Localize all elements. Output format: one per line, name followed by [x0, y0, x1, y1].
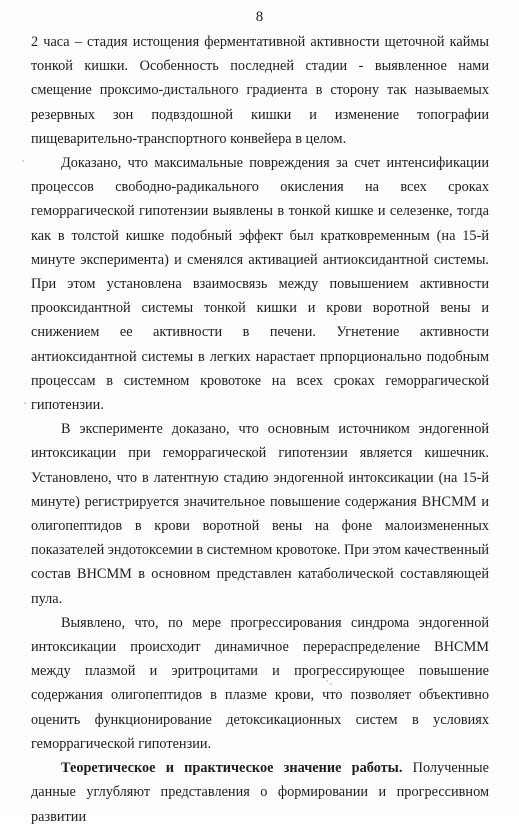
scan-speck	[22, 160, 24, 162]
scan-speck	[326, 680, 328, 682]
paragraph-2: Доказано, что максимальные повреждения за счет интенсификации процессов свободно-радикального окисления на всех сроках геморрагической гипотензии выявлены в тонкой кишке и селезенке, тогда как в толстой кишке подобный эффект был кратковременным (на 15-й минуте эксперимента) и сменялся активацией антиоксидантной системы. При этом установлена взаимосвязь между повышением активности прооксидантной системы тонкой кишки и крови воротной вены и снижением ее активности в печени. Угнетение активности антиоксидантной системы в легких нарастает прпорционально подобным процессам в системном кровотоке на всех сроках геморрагической гипотензии.	[31, 155, 489, 414]
scan-speck	[330, 683, 332, 685]
scan-speck	[24, 402, 26, 404]
paragraph-4: Выявлено, что, по мере прогрессирования синдрома эндогенной интоксикации происходит динамичное перераспределение ВНСММ между плазмой и эритроцитами и прогрессирующее повышение содержания олигопептидов в плазме крови, что позволяет объективно оценить функционирование детоксикационных систем в условиях геморрагической гипотензии.	[31, 614, 489, 752]
section-heading: Теоретическое и практическое значение работы.	[61, 760, 403, 777]
paragraph-1: 2 часа – стадия истощения ферментативной активности щеточной каймы тонкой кишки. Особенность последней стадии - выявленное нами смещение проксимо-дистального градиента в сторону так называемых резервных зон подвздошной кишки и изменение топографии пищеварительно-транспортного конвейера в целом.	[31, 34, 489, 147]
page-number: 8	[255, 9, 264, 25]
paragraph-5-text: Полученные данные углубляют представления о формировании и прогрессивном развитии	[31, 760, 489, 825]
paragraph-3: В эксперименте доказано, что основным источником эндогенной интоксикации при геморрагической гипотензии является кишечник. Установлено, что в латентную стадию эндогенной интоксикации (на 15-й минуте) регистрируется значительное повышение содержания ВНСММ и олигопептидов в крови воротной вены на фоне малоизмененных показателей эндотоксемии в системном кровотоке. При этом качественный состав ВНСММ в основном представлен катаболической составляющей пула.	[31, 421, 489, 607]
page-body	[31, 30, 489, 829]
paragraph-5	[31, 756, 489, 829]
